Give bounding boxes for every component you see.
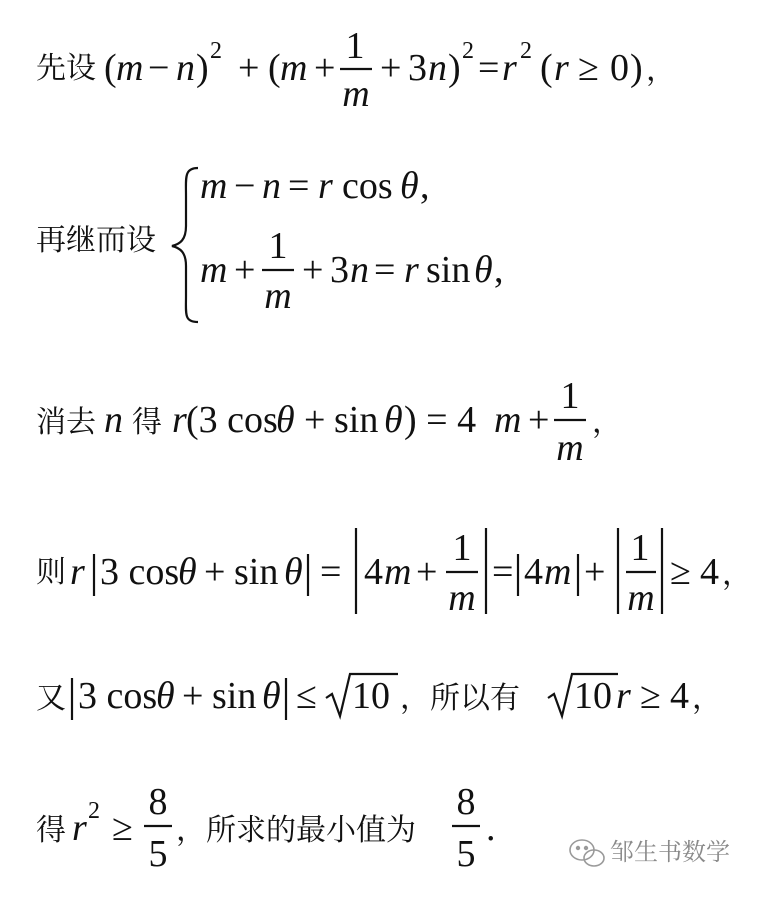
var-m: m [280,47,308,89]
var-theta: θ [384,399,403,441]
var-theta: θ [284,551,303,593]
period: . [486,807,496,849]
exponent: 2 [520,38,532,64]
bound-value: 4 [670,675,689,717]
radicand: 10 [574,675,612,717]
comma: , [420,165,430,207]
plus-sign: + [416,551,438,593]
minus-sign: − [234,165,256,207]
sin-func: sin [426,249,471,291]
equation-line-5 [36,674,722,720]
paren: ) [196,47,209,89]
var-n: n [428,47,447,89]
zero: 0 [610,47,629,89]
sin-func: sin [334,399,379,441]
fraction-denominator: m [448,577,476,619]
coefficient: 4 [524,551,543,593]
comma: ， [722,557,752,592]
de-text: 得 [132,405,162,440]
fraction-denominator: 5 [456,833,476,875]
var-theta: θ [156,675,175,717]
var-m: m [200,249,228,291]
watermark [570,838,730,866]
var-theta: θ [400,165,419,207]
lead-text: 得 [36,813,66,848]
fraction-numerator: 1 [268,225,288,267]
var-r: r [404,249,419,291]
fraction-numerator: 8 [456,781,476,823]
fraction-denominator: 5 [148,833,168,875]
equation-line-1 [36,25,676,115]
expression: 3 cos [78,675,158,717]
left-brace [172,168,198,322]
equation-line-4 [36,527,752,619]
coefficient: 3 [330,249,349,291]
plus-sign: + [584,551,606,593]
conclusion-text: ，所求的最小值为 [176,813,416,848]
equals-sign: = [374,249,396,291]
var-r: r [72,807,87,849]
plus-sign: + [304,399,326,441]
plus-sign: + [302,249,324,291]
var-n: n [350,249,369,291]
geq-sign: ≥ [112,807,133,849]
plus-sign: + [182,675,204,717]
fraction-numerator: 1 [345,25,365,67]
comma: ， [646,53,676,88]
var-r: r [502,47,517,89]
var-m: m [544,551,572,593]
fraction-numerator: 1 [560,375,580,417]
comma: ， [692,681,722,716]
paren: ( [268,47,281,89]
lead-text: 消去 [36,405,96,440]
radicand: 10 [352,675,390,717]
leq-sign: ≤ [296,675,317,717]
fraction-denominator: m [342,73,370,115]
var-r: r [70,551,85,593]
var-m: m [116,47,144,89]
cos-func: cos [342,165,393,207]
fraction-denominator: m [556,427,584,469]
var-r: r [172,399,187,441]
paren: ( [540,47,553,89]
var-r: r [318,165,333,207]
var-theta: θ [276,399,295,441]
bound-value: 4 [700,551,719,593]
geq-sign: ≥ [640,675,661,717]
plus-sign: + [380,47,402,89]
exponent: 2 [210,38,222,64]
exponent: 2 [462,38,474,64]
paren: ) [448,47,461,89]
lead-text: 又 [36,681,66,716]
fraction-denominator: m [627,577,655,619]
expression-tail: ) = 4 [404,399,477,441]
var-theta: θ [262,675,281,717]
plus-sign: + [528,399,550,441]
fraction-numerator: 1 [452,527,472,569]
plus-sign: + [204,551,226,593]
plus-sign: + [234,249,256,291]
equals-sign: = [288,165,310,207]
coefficient: 3 [408,47,427,89]
equation-line-3 [36,375,622,469]
connective-text: ，所以有 [400,681,520,716]
var-r: r [616,675,631,717]
equation-line-2 [36,165,504,322]
var-r: r [554,47,569,89]
var-theta: θ [474,249,493,291]
exponent: 2 [88,798,100,824]
comma: , [494,249,504,291]
fraction-denominator: m [264,275,292,317]
expression: (3 cos [186,399,278,441]
equals-sign: = [320,551,342,593]
comma: ， [592,405,622,440]
var-m: m [494,399,522,441]
equation-line-6 [36,781,496,875]
watermark-text: 邹生书数学 [610,838,730,866]
sin-func: sin [234,551,279,593]
geq-sign: ≥ [670,551,691,593]
paren: ) [630,47,643,89]
sin-func: sin [212,675,257,717]
fraction-numerator: 1 [630,527,650,569]
var-n: n [262,165,281,207]
plus-sign: + [314,47,336,89]
wechat-icon [570,840,604,866]
lead-text: 先设 [36,51,96,86]
coefficient: 4 [364,551,383,593]
var-m: m [384,551,412,593]
plus-sign: + [238,47,260,89]
expression: 3 cos [100,551,180,593]
geq-sign: ≥ [578,47,599,89]
var-m: m [200,165,228,207]
var-theta: θ [178,551,197,593]
lead-text: 则 [36,555,66,590]
equals-sign: = [478,47,500,89]
minus-sign: − [148,47,170,89]
paren: ( [104,47,117,89]
var-n: n [104,399,123,441]
lead-text: 再继而设 [36,223,156,258]
var-n: n [176,47,195,89]
fraction-numerator: 8 [148,781,168,823]
equals-sign: = [492,551,514,593]
